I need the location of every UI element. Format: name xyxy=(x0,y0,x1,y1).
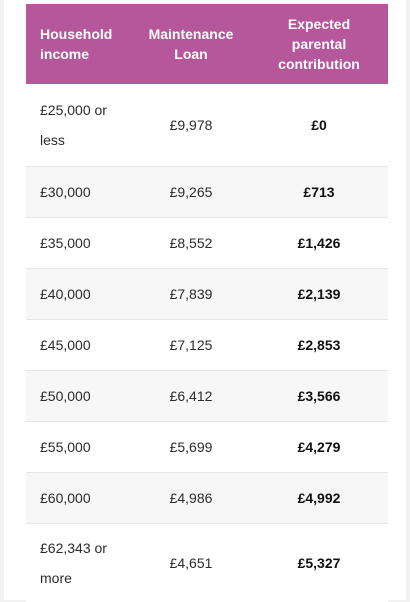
table-row xyxy=(26,473,388,524)
contribution-cell: £3,566 xyxy=(250,371,388,422)
loan-cell: £6,412 xyxy=(132,371,250,422)
contribution-cell: £2,853 xyxy=(250,320,388,371)
table-row xyxy=(26,269,388,320)
header-maintenance-loan-label: Maintenance Loan xyxy=(145,24,237,64)
header-row xyxy=(26,4,388,84)
income-value: £35,000 xyxy=(40,228,120,258)
income-cell xyxy=(26,84,132,167)
table-row xyxy=(26,371,388,422)
loan-cell: £9,978 xyxy=(132,84,250,167)
loan-cell: £4,651 xyxy=(132,524,250,602)
income-cell xyxy=(26,320,132,371)
contribution-cell: £4,992 xyxy=(250,473,388,524)
contribution-cell: £2,139 xyxy=(250,269,388,320)
income-value: £30,000 xyxy=(40,177,120,207)
contribution-cell: £5,327 xyxy=(250,524,388,602)
table-header xyxy=(26,4,388,84)
contribution-cell: £1,426 xyxy=(250,218,388,269)
table-row xyxy=(26,84,388,167)
table-row xyxy=(26,524,388,602)
income-cell xyxy=(26,371,132,422)
page-frame xyxy=(4,0,406,600)
header-maintenance-loan xyxy=(132,4,250,84)
loan-cell: £7,839 xyxy=(132,269,250,320)
contribution-cell: £0 xyxy=(250,84,388,167)
maintenance-loan-table xyxy=(26,4,388,602)
loan-cell: £8,552 xyxy=(132,218,250,269)
income-value: £25,000 or less xyxy=(40,95,120,155)
header-parental-contribution xyxy=(250,4,388,84)
table-row xyxy=(26,422,388,473)
loan-cell: £9,265 xyxy=(132,167,250,218)
income-value: £50,000 xyxy=(40,381,120,411)
income-value: £55,000 xyxy=(40,432,120,462)
income-cell xyxy=(26,422,132,473)
income-value: £40,000 xyxy=(40,279,120,309)
income-value: £62,343 or more xyxy=(40,533,120,593)
contribution-cell: £4,279 xyxy=(250,422,388,473)
income-cell xyxy=(26,473,132,524)
header-household-income xyxy=(26,4,132,84)
loan-cell: £5,699 xyxy=(132,422,250,473)
income-cell xyxy=(26,218,132,269)
income-value: £60,000 xyxy=(40,483,120,513)
loan-cell: £4,986 xyxy=(132,473,250,524)
income-cell xyxy=(26,524,132,602)
loan-cell: £7,125 xyxy=(132,320,250,371)
contribution-cell: £713 xyxy=(250,167,388,218)
header-household-income-label: Household income xyxy=(40,24,120,64)
table-body xyxy=(26,84,388,602)
table-row xyxy=(26,218,388,269)
header-parental-contribution-label: Expected parental contribution xyxy=(267,14,371,74)
income-cell xyxy=(26,167,132,218)
income-cell xyxy=(26,269,132,320)
table-row xyxy=(26,320,388,371)
table-row xyxy=(26,167,388,218)
income-value: £45,000 xyxy=(40,330,120,360)
